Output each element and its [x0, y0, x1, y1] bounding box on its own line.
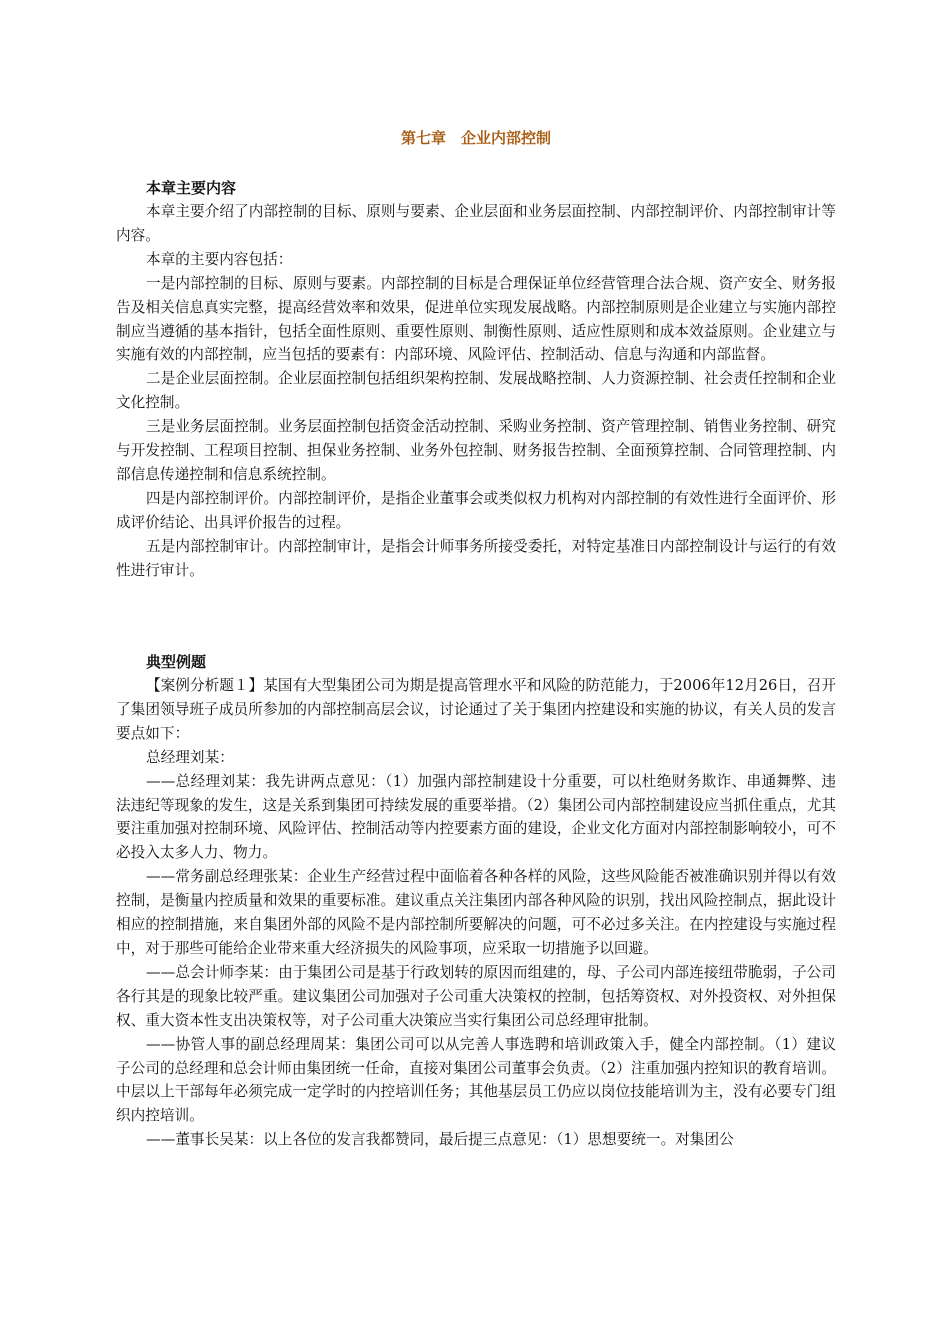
summary-paragraph: 本章的主要内容包括：: [146, 250, 293, 268]
examples-heading: 典型例题: [146, 653, 207, 671]
example-paragraph: ——总会计师李某：由于集团公司是基于行政划转的原因而组建的，母、子公司内部连接纽带脆弱，子公司各行其是的现象比较严重。建议集团公司加强对子公司重大决策权的控制，包括筹资权、对外投资权、对外担保权、重大资本性支出决策权等，对子公司重大决策应当实行集团公司总经理审批制。: [116, 963, 836, 1029]
example-paragraph: ——常务副总经理张某：企业生产经营过程中面临着各种各样的风险，这些风险能否被准确识别并得以有效控制，是衡量内控质量和效果的重要标准。建议重点关注集团内部各种风险的识别，找出风险控制点，据此设计相应的控制措施，来自集团外部的风险不是内部控制所要解决的问题，可不必过多关注。在内控建设与实施过程中，对于那些可能给企业带来重大经济损失的风险事项，应采取一切措施予以回避。: [116, 868, 836, 957]
example-paragraph: ——总经理刘某：我先讲两点意见：（1）加强内部控制建设十分重要，可以杜绝财务欺诈、串通舞弊、违法违纪等现象的发生，这是关系到集团可持续发展的重要举措。（2）集团公司内部控制建设应当抓住重点，尤其要注重加强对控制环境、风险评估、控制活动等内控要素方面的建设，企业文化方面对内部控制影响较小，可不必投入太多人力、物力。: [116, 772, 836, 862]
summary-paragraph: 四是内部控制评价。内部控制评价，是指企业董事会或类似权力机构对内部控制的有效性进行全面评价、形成评价结论、出具评价报告的过程。: [116, 489, 836, 531]
summary-paragraph: 五是内部控制审计。内部控制审计，是指会计师事务所接受委托，对特定基准日内部控制设计与运行的有效性进行审计。: [116, 537, 836, 579]
summary-paragraph: 一是内部控制的目标、原则与要素。内部控制的目标是合理保证单位经营管理合法合规、资产安全、财务报告及相关信息真实完整，提高经营效率和效果，促进单位实现发展战略。内部控制原则是企业建立与实施内部控制应当遵循的基本指针，包括全面性原则、重要性原则、制衡性原则、适应性原则和成本效益原则。企业建立与实施有效的内部控制，应当包括的要素有：内部环境、风险评估、控制活动、信息与沟通和内部监督。: [116, 274, 836, 364]
summary-paragraph: 三是业务层面控制。业务层面控制包括资金活动控制、采购业务控制、资产管理控制、销售业务控制、研究与开发控制、工程项目控制、担保业务控制、业务外包控制、财务报告控制、全面预算控制、合同管理控制、内部信息传递控制和信息系统控制。: [116, 418, 836, 483]
chapter-title: 第七章 企业内部控制: [400, 129, 551, 147]
summary-paragraph: 本章主要介绍了内部控制的目标、原则与要素、企业层面和业务层面控制、内部控制评价、内部控制审计等内容。: [116, 203, 836, 244]
examples-section: [116, 650, 836, 1152]
example-paragraph: 【案例分析题１】某国有大型集团公司为期是提高管理水平和风险的防范能力，于2006年12月26日，召开了集团领导班子成员所参加的内部控制高层会议，讨论通过了关于集团内控建设和实施的协议，有关人员的发言要点如下：: [116, 677, 836, 742]
summary-section: [116, 176, 836, 583]
summary-heading: 本章主要内容: [146, 179, 237, 197]
example-paragraph: ——董事长吴某：以上各位的发言我都赞同，最后提三点意见：（1）思想要统一。对集团公: [146, 1131, 734, 1149]
example-paragraph: 总经理刘某：: [146, 748, 234, 766]
example-paragraph: ——协管人事的副总经理周某：集团公司可以从完善人事选聘和培训政策入手，健全内部控制。（1）建议子公司的总经理和总会计师由集团统一任命，直接对集团公司董事会负责。（2）注重加强内控知识的教育培训。中层以上干部每年必须完成一定学时的内控培训任务；其他基层员工仍应以岗位技能培训为主，没有必要专门组织内控培训。: [116, 1035, 836, 1125]
summary-paragraph: 二是企业层面控制。企业层面控制包括组织架构控制、发展战略控制、人力资源控制、社会责任控制和企业文化控制。: [116, 370, 836, 412]
